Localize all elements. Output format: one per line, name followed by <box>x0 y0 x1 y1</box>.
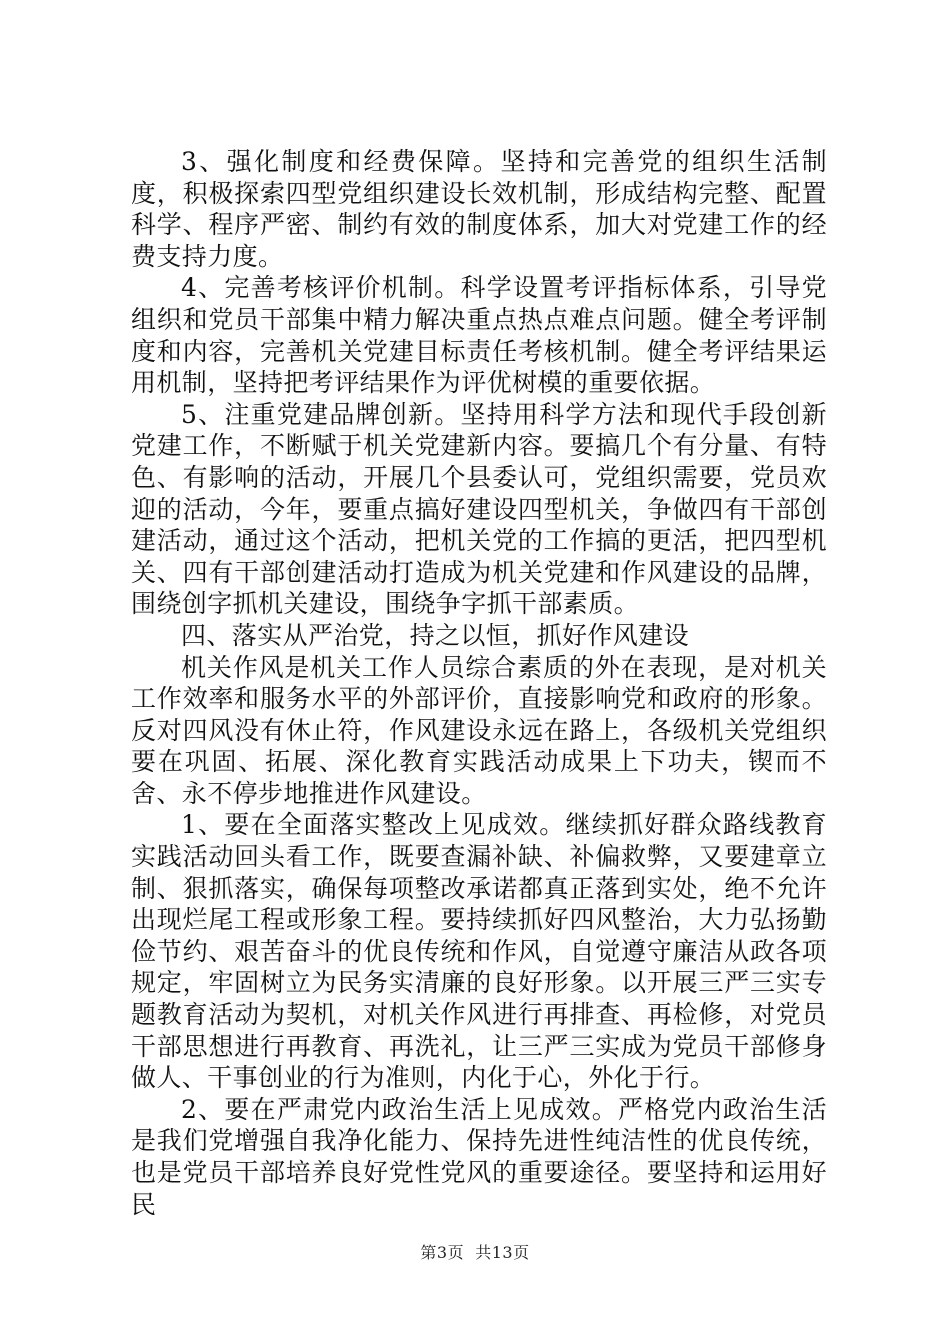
document-body <box>131 146 827 1220</box>
section-heading-four: 四、落实从严治党，持之以恒，抓好作风建设 <box>181 620 690 650</box>
page-footer <box>0 1240 950 1263</box>
paragraph-1-rectification: 1、要在全面落实整改上见成效。继续抓好群众路线教育实践活动回头看工作，既要查漏补缺、补偏救弊，又要建章立制、狠抓落实，确保每项整改承诺都真正落到实处，绝不允许出现烂尾工程或形象工程。要持续抓好四风整治，大力弘扬勤俭节约、艰苦奋斗的优良传统和作风，自觉遵守廉洁从政各项规定，牢固树立为民务实清廉的良好形象。以开展三严三实专题教育活动为契机，对机关作风进行再排查、再检修，对党员干部思想进行再教育、再洗礼，让三严三实成为党员干部修身做人、干事创业的行为准则，内化于心，外化于行。 <box>131 810 827 1093</box>
paragraph-3-system-guarantee: 3、强化制度和经费保障。坚持和完善党的组织生活制度，积极探索四型党组织建设长效机制，形成结构完整、配置科学、程序严密、制约有效的制度体系，加大对党建工作的经费支持力度。 <box>131 147 827 271</box>
paragraph-5-brand-innovation: 5、注重党建品牌创新。坚持用科学方法和现代手段创新党建工作，不断赋于机关党建新内容。要搞几个有分量、有特色、有影响的活动，开展几个县委认可，党组织需要，党员欢迎的活动，今年，要重点搞好建设四型机关，争做四有干部创建活动，通过这个活动，把机关党的工作搞的更活，把四型机关、四有干部创建活动打造成为机关党建和作风建设的品牌，围绕创字抓机关建设，围绕争字抓干部素质。 <box>131 399 827 619</box>
paragraph-style-intro: 机关作风是机关工作人员综合素质的外在表现，是对机关工作效率和服务水平的外部评价，直接影响党和政府的形象。反对四风没有休止符，作风建设永远在路上，各级机关党组织要在巩固、拓展、深化教育实践活动成果上下功夫，锲而不舍、永不停步地推进作风建设。 <box>131 652 827 808</box>
paragraph-2-political-life: 2、要在严肃党内政治生活上见成效。严格党内政治生活是我们党增强自我净化能力、保持先进性纯洁性的优良传统，也是党员干部培养良好党性党风的重要途径。要坚持和运用好民 <box>131 1094 827 1219</box>
paragraph-4-evaluation-mechanism: 4、完善考核评价机制。科学设置考评指标体系，引导党组织和党员干部集中精力解决重点热点难点问题。健全考评制度和内容，完善机关党建目标责任考核机制。健全考评结果运用机制，坚持把考评结果作为评优树模的重要依据。 <box>131 273 827 398</box>
page-number: 第3页 共13页 <box>420 1243 530 1262</box>
